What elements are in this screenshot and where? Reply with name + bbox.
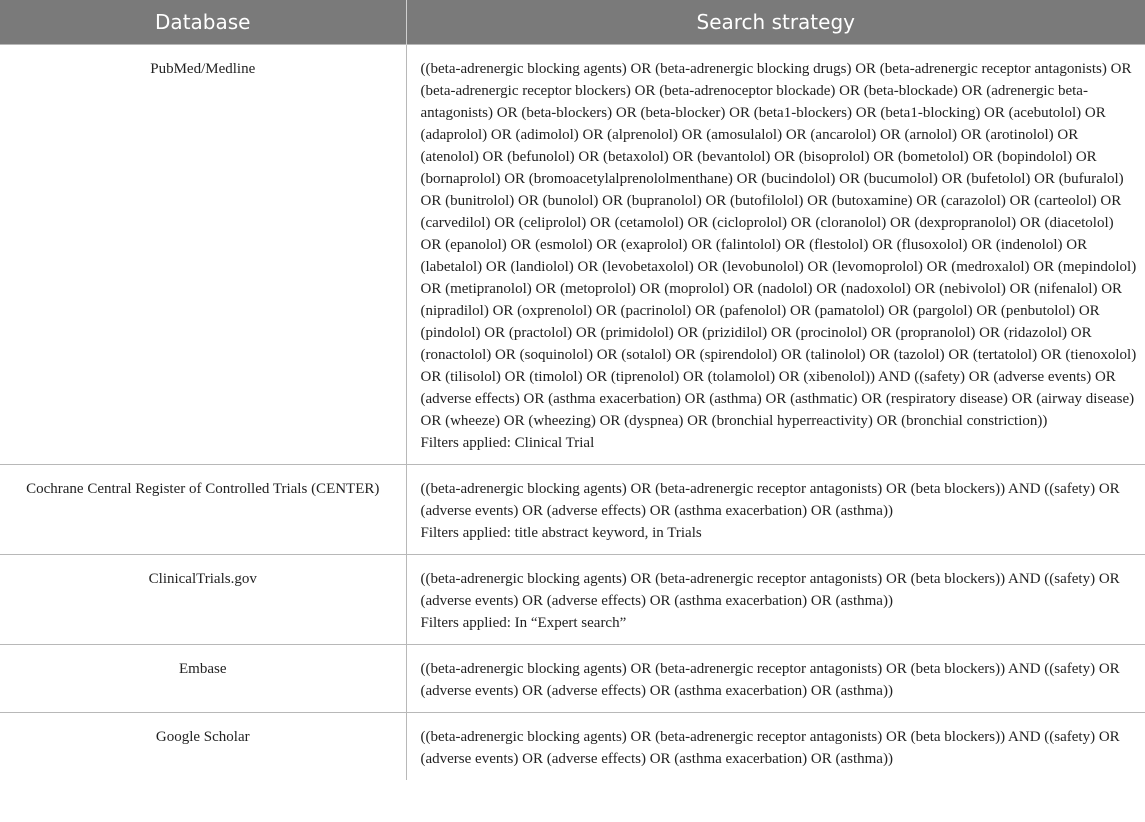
strategy-cell — [406, 465, 1145, 555]
header-database: Database — [0, 0, 406, 45]
search-query: ((beta-adrenergic blocking agents) OR (beta-adrenergic receptor antagonists) OR (beta blockers)) AND ((safety) OR (adverse events) OR (adverse effects) OR (asthma exacerbation) OR (asthma)) — [420, 571, 1120, 609]
table-row — [0, 713, 1145, 781]
table-row — [0, 45, 1145, 465]
search-query: ((beta-adrenergic blocking agents) OR (beta-adrenergic blocking drugs) OR (beta-adrenergic receptor antagonists) OR (beta-adrenergic receptor blockers) OR (beta-adrenoceptor blockade) OR (beta-blockade) OR (adrenergic beta-antagonists) OR (beta-blockers) OR (beta-blocker) OR (beta1-blockers) OR (beta1-blocking) OR (acebutolol) OR (adaprolol) OR (adimolol) OR (alprenolol) OR (amosulalol) OR (ancarolol) OR (arnolol) OR (arotinolol) OR (atenolol) OR (befunolol) OR (betaxolol) OR (bevantolol) OR (bisoprolol) OR (bometolol) OR (bopindolol) OR (bornaprolol) OR (bromoacetylalprenololmenthane) OR (bucindolol) OR (bucumolol) OR (bufetolol) OR (bufuralol) OR (bunitrolol) OR (bunolol) OR (bupranolol) OR (butofilolol) OR (butoxamine) OR (carazolol) OR (carteolol) OR (carvedilol) OR (celiprolol) OR (cetamolol) OR (cicloprolol) OR (cloranolol) OR (dexpropranolol) OR (diacetolol) OR (epanolol) OR (esmolol) OR (exaprolol) OR (falintolol) OR (flestolol) OR (flusoxolol) OR (indenolol) OR (labetalol) OR (landiolol) OR (levobetaxolol) OR (levobunolol) OR (levomoprolol) OR (medroxalol) OR (mepindolol) OR (metipranolol) OR (metoprolol) OR (moprolol) OR (nadolol) OR (nadoxolol) OR (nebivolol) OR (nifenalol) OR (nipradilol) OR (oxprenolol) OR (pacrinolol) OR (pafenolol) OR (pamatolol) OR (pargolol) OR (penbutolol) OR (pindolol) OR (practolol) OR (primidolol) OR (prizidilol) OR (procinolol) OR (propranolol) OR (ridazolol) OR (ronactolol) OR (soquinolol) OR (sotalol) OR (spirendolol) OR (talinolol) OR (tazolol) OR (tertatolol) OR (tienoxolol) OR (tilisolol) OR (timolol) OR (tiprenolol) OR (tolamolol) OR (xibenolol)) AND ((safety) OR (adverse events) OR (adverse effects) OR (asthma exacerbation) OR (asthma) OR (asthmatic) OR (respiratory disease) OR (airway disease) OR (wheeze) OR (wheezing) OR (dyspnea) OR (bronchial hyperreactivity) OR (bronchial constriction)) — [420, 61, 1137, 429]
strategy-cell — [406, 45, 1145, 465]
table-body — [0, 45, 1145, 781]
table-row — [0, 645, 1145, 713]
filters-note: Filters applied: Clinical Trial — [420, 435, 595, 451]
table-row — [0, 465, 1145, 555]
database-cell: Cochrane Central Register of Controlled Trials (CENTER) — [0, 465, 406, 555]
search-query: ((beta-adrenergic blocking agents) OR (beta-adrenergic receptor antagonists) OR (beta blockers)) AND ((safety) OR (adverse events) OR (adverse effects) OR (asthma exacerbation) OR (asthma)) — [420, 729, 1120, 767]
strategy-cell — [406, 713, 1145, 781]
database-cell: Embase — [0, 645, 406, 713]
search-query: ((beta-adrenergic blocking agents) OR (beta-adrenergic receptor antagonists) OR (beta blockers)) AND ((safety) OR (adverse events) OR (adverse effects) OR (asthma exacerbation) OR (asthma)) — [420, 661, 1120, 699]
database-cell: Google Scholar — [0, 713, 406, 781]
filters-note: Filters applied: In “Expert search” — [420, 615, 627, 631]
strategy-cell — [406, 645, 1145, 713]
table-header — [0, 0, 1145, 45]
header-row — [0, 0, 1145, 45]
database-cell: PubMed/Medline — [0, 45, 406, 465]
header-search-strategy: Search strategy — [406, 0, 1145, 45]
database-cell: ClinicalTrials.gov — [0, 555, 406, 645]
filters-note: Filters applied: title abstract keyword, in Trials — [420, 525, 702, 541]
table-row — [0, 555, 1145, 645]
strategy-cell — [406, 555, 1145, 645]
search-query: ((beta-adrenergic blocking agents) OR (beta-adrenergic receptor antagonists) OR (beta blockers)) AND ((safety) OR (adverse events) OR (adverse effects) OR (asthma exacerbation) OR (asthma)) — [420, 481, 1120, 519]
